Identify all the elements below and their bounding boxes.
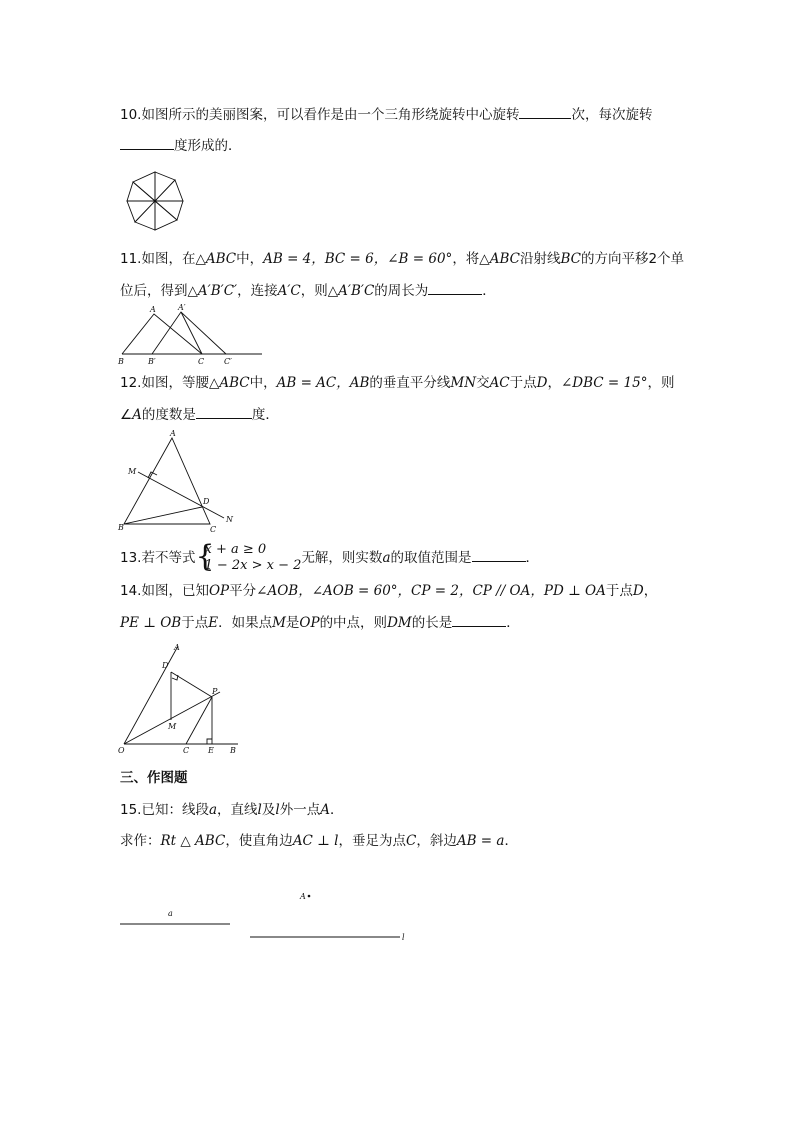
label-A: A [174, 643, 180, 652]
q10-line1: 10.如图所示的美丽图案，可以看作是由一个三角形绕旋转中心旋转 次，每次旋转 [120, 104, 652, 125]
label-A-prime: A′ [178, 303, 186, 312]
answer-blank [452, 612, 506, 627]
point-A-marker [308, 895, 311, 898]
q15-line1: 15.已知：线段a，直线l及l外一点A． [120, 802, 344, 818]
label-B: B [230, 746, 236, 755]
label-P: P [212, 687, 218, 696]
q11-line1: 11.如图，在△ABC中，AB = 4，BC = 6，∠B = 60°，将△ABC沿射线BC的方向平移2个单 [120, 251, 685, 267]
q14-line2: PE ⊥ OB于点E．如果点M是OP的中点，则DM的长是 ． [120, 612, 520, 633]
inequality-system: { x + a ≥ 0 1 − 2x > x − 2 [195, 539, 302, 574]
label-B-prime: B′ [148, 357, 156, 366]
q14-angle-bisector-figure [116, 640, 244, 758]
label-l: l [402, 933, 405, 942]
label-M: M [128, 467, 137, 476]
label-C: C [183, 746, 190, 755]
q14-line1: 14.如图，已知OP平分∠AOB，∠AOB = 60°，CP = 2，CP // OA，PD ⊥ OA于点D， [120, 583, 658, 599]
answer-blank [519, 104, 571, 119]
label-C: C [210, 525, 217, 534]
label-B: B [118, 357, 124, 366]
q13-line: 13.若不等式 { x + a ≥ 0 1 − 2x > x − 2 无解，则实数a的取值范围是 ． [120, 539, 539, 574]
answer-blank [120, 135, 174, 150]
q15-construction-figure [118, 886, 418, 946]
section-heading: 三、作图题 [120, 770, 188, 786]
label-B: B [118, 523, 124, 532]
label-A: A [150, 305, 156, 314]
q12-line2: ∠A的度数是 度． [120, 404, 279, 425]
label-C-prime: C′ [224, 357, 232, 366]
answer-blank [196, 404, 252, 419]
label-a: a [168, 909, 173, 918]
label-N: N [226, 515, 233, 524]
label-C: C [198, 357, 205, 366]
q10-line2: 度形成的． [120, 135, 242, 156]
q15-line2: 求作：Rt △ ABC，使直角边AC ⊥ l，垂足为点C，斜边AB = a． [120, 833, 518, 849]
q12-isosceles-figure [118, 428, 238, 532]
label-M: M [168, 722, 177, 731]
label-D: D [203, 497, 210, 506]
q11-line2: 位后，得到△A′B′C′，连接A′C，则△A′B′C的周长为 ． [120, 280, 496, 301]
brace-icon: { [195, 539, 215, 574]
q12-line1: 12.如图，等腰△ABC中，AB = AC，AB的垂直平分线MN交AC于点D，∠DBC = 15°，则 [120, 375, 675, 391]
label-O: O [118, 746, 125, 755]
label-A: A [300, 892, 306, 901]
label-A: A [170, 429, 176, 438]
q11-translation-figure [118, 302, 266, 370]
answer-blank [428, 280, 482, 295]
pinwheel-figure [123, 172, 187, 230]
label-E: E [208, 746, 214, 755]
label-D: D [162, 661, 169, 670]
answer-blank [472, 547, 526, 562]
